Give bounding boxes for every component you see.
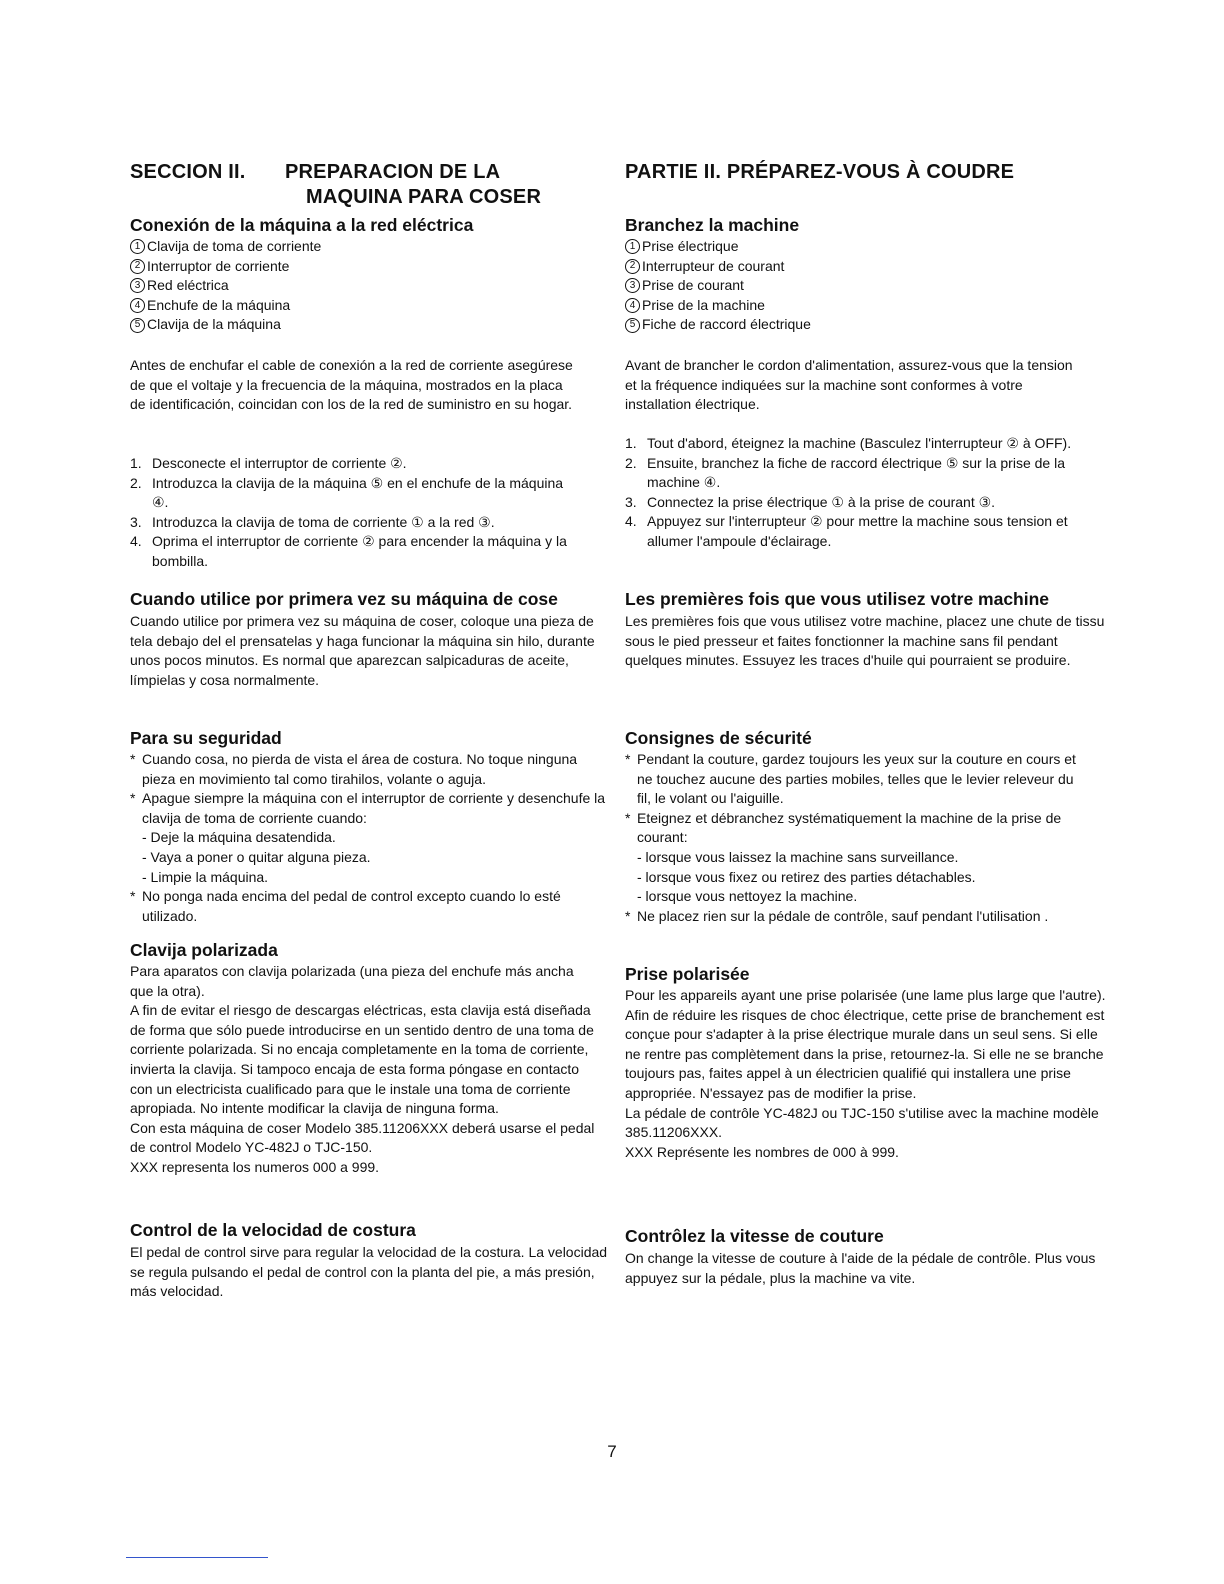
list-item: 5 Fiche de raccord électrique: [625, 315, 811, 335]
section-title-fr: PARTIE II. PRÉPAREZ-VOUS À COUDRE: [625, 161, 1015, 183]
speed-text-fr: On change la vitesse de couture à l'aide de la pédale de contrôle. Plus vous appuyez sur la pédale, plus la machine va vite.: [625, 1250, 1096, 1286]
steps-list-es: [130, 454, 570, 572]
speed-heading-es: Control de la velocidad de costura: [130, 1220, 416, 1240]
list-item: 4. Appuyez sur l'interrupteur ② pour mettre la machine sous tension et allumer l'ampoule d'éclairage.: [625, 513, 1068, 549]
safety-list-es: [130, 750, 608, 926]
list-item: 5 Clavija de la máquina: [130, 315, 321, 335]
intro-text-es: Antes de enchufar el cable de conexión a la red de corriente asegúrese de que el voltaje y la frecuencia de la máquina, mostrados en la placa de identificación, coincidan con los de la red de suministro en su hogar.: [130, 357, 573, 413]
list-item: 2 Interrupteur de courant: [625, 257, 811, 277]
list-item: * Cuando cosa, no pierda de vista el área de costura. No toque ninguna pieza en movimiento tal como tirahilos, volante o aguja.: [130, 751, 578, 787]
connection-heading-fr: Branchez la machine: [625, 215, 800, 235]
list-item: 2 Interruptor de corriente: [130, 257, 321, 277]
list-item: 3 Prise de courant: [625, 276, 811, 296]
parts-list-es: [130, 237, 321, 335]
safety-heading-fr: Consignes de sécurité: [625, 728, 812, 748]
polarized-text-es: Para aparatos con clavija polarizada (una pieza del enchufe más ancha que la otra). A fin de evitar el riesgo de descargas eléctricas, esta clavija está diseñada de forma que sólo puede introducirse en un sentido dentro de una toma de corriente polarizada. Si no encaja completamente en la toma de corriente, invierta la clavija. Si tampoco encaja de esta forma póngase en contacto con un electricista cualificado para que le instale una toma de corriente apropiada. No intente modificar la clavija de ninguna forma. Con esta máquina de coser Modelo 385.11206XXX deberá usarse el pedal de control Modelo YC-482J o TJC-150. XXX representa los numeros 000 a 999.: [130, 963, 595, 1175]
speed-heading-fr: Contrôlez la vitesse de couture: [625, 1226, 884, 1246]
list-item: 2. Introduzca la clavija de la máquina ⑤ en el enchufe de la máquina ④.: [130, 474, 564, 511]
first-use-heading-es: Cuando utilice por primera vez su máquina de cose: [130, 589, 558, 609]
list-item: 3 Red eléctrica: [130, 276, 321, 296]
list-item: 3. Connectez la prise électrique ① à la prise de courant ③.: [625, 493, 996, 510]
list-item: 4 Prise de la machine: [625, 296, 811, 316]
connection-heading-es: Conexión de la máquina a la red eléctrica: [130, 215, 474, 235]
list-item: * No ponga nada encima del pedal de control excepto cuando lo esté utilizado.: [130, 888, 561, 924]
first-use-text-fr: Les premières fois que vous utilisez votre machine, placez une chute de tissu sous le pied presseur et faites fonctionner la machine sans fil pendant quelques minutes. Essuyez les traces d'huile qui pourraient se produire.: [625, 613, 1105, 669]
polarized-text-fr: Pour les appareils ayant une prise polarisée (une lame plus large que l'autre). Afin de réduire les risques de choc électrique, cette prise de branchement est conçue pour s'adapter à la prise électrique murale dans un seul sens. Si elle ne rentre pas complètement dans la prise, retournez-la. Si elle ne se branche toujours pas, faites appel à un électricien qualifié qui installera une prise appropriée. N'essayez pas de modifier la prise. La pédale de contrôle YC-482J ou TJC-150 s'utilise avec la machine modèle 385.11206XXX. XXX Représente les nombres de 000 à 999.: [625, 987, 1106, 1160]
list-item: 1. Tout d'abord, éteignez la machine (Basculez l'interrupteur ② à OFF).: [625, 435, 1072, 451]
steps-list-fr: [625, 434, 1105, 552]
polarized-heading-es: Clavija polarizada: [130, 940, 278, 960]
list-item: 4 Enchufe de la máquina: [130, 296, 321, 316]
safety-heading-es: Para su seguridad: [130, 728, 282, 748]
safety-list-fr: [625, 750, 1090, 926]
list-item: 2. Ensuite, branchez la fiche de raccord électrique ⑤ sur la prise de la machine ④.: [625, 454, 1065, 491]
intro-text-fr: Avant de brancher le cordon d'alimentation, assurez-vous que la tension et la fréquence indiquées sur la machine sont conformes à votre installation électrique.: [625, 357, 1073, 413]
list-item: 1. Desconecte el interruptor de corriente ②.: [130, 455, 407, 471]
list-item: * Pendant la couture, gardez toujours les yeux sur la couture en cours et ne touchez aucune des parties mobiles, telles que le levier releveur du fil, le volant ou l'aiguille.: [625, 751, 1076, 807]
list-item: 4. Oprima el interruptor de corriente ② para encender la máquina y la bombilla.: [130, 533, 567, 569]
list-item: * Ne placez rien sur la pédale de contrôle, sauf pendant l'utilisation .: [625, 907, 1049, 924]
page-number: 7: [607, 1442, 617, 1461]
first-use-text-es: Cuando utilice por primera vez su máquina de coser, coloque una pieza de tela debajo del el prensatelas y haga funcionar la máquina sin hilo, durante unos pocos minutos. Es normal que aparezcan salpicaduras de aceite, límpielas y cosa normalmente.: [130, 613, 595, 688]
list-item: * Apague siempre la máquina con el interruptor de corriente y desenchufe la clavija de toma de corriente cuando: - Deje la máquina desatendida. - Vaya a poner o quitar alguna pieza. - Limpie la máquina.: [130, 790, 606, 885]
list-item: 1 Clavija de toma de corriente: [130, 237, 321, 257]
first-use-heading-fr: Les premières fois que vous utilisez votre machine: [625, 589, 1050, 609]
list-item: 1 Prise électrique: [625, 237, 811, 257]
list-item: * Eteignez et débranchez systématiquement la machine de la prise de courant: - lorsque vous laissez la machine sans surveillance. - lorsque vous fixez ou retirez des parties détachables. - lorsque vous nettoyez la machine.: [625, 809, 1062, 905]
footer-divider: [126, 1557, 268, 1558]
parts-list-fr: [625, 237, 811, 335]
section-title-es: SECCION II. PREPARACION DE LA MAQUINA PARA COSER: [130, 161, 542, 208]
list-item: 3. Introduzca la clavija de toma de corriente ① a la red ③.: [130, 513, 495, 530]
polarized-heading-fr: Prise polarisée: [625, 964, 750, 984]
speed-text-es: El pedal de control sirve para regular la velocidad de la costura. La velocidad se regula pulsando el pedal de control con la planta del pie, a más presión, más velocidad.: [130, 1244, 608, 1300]
